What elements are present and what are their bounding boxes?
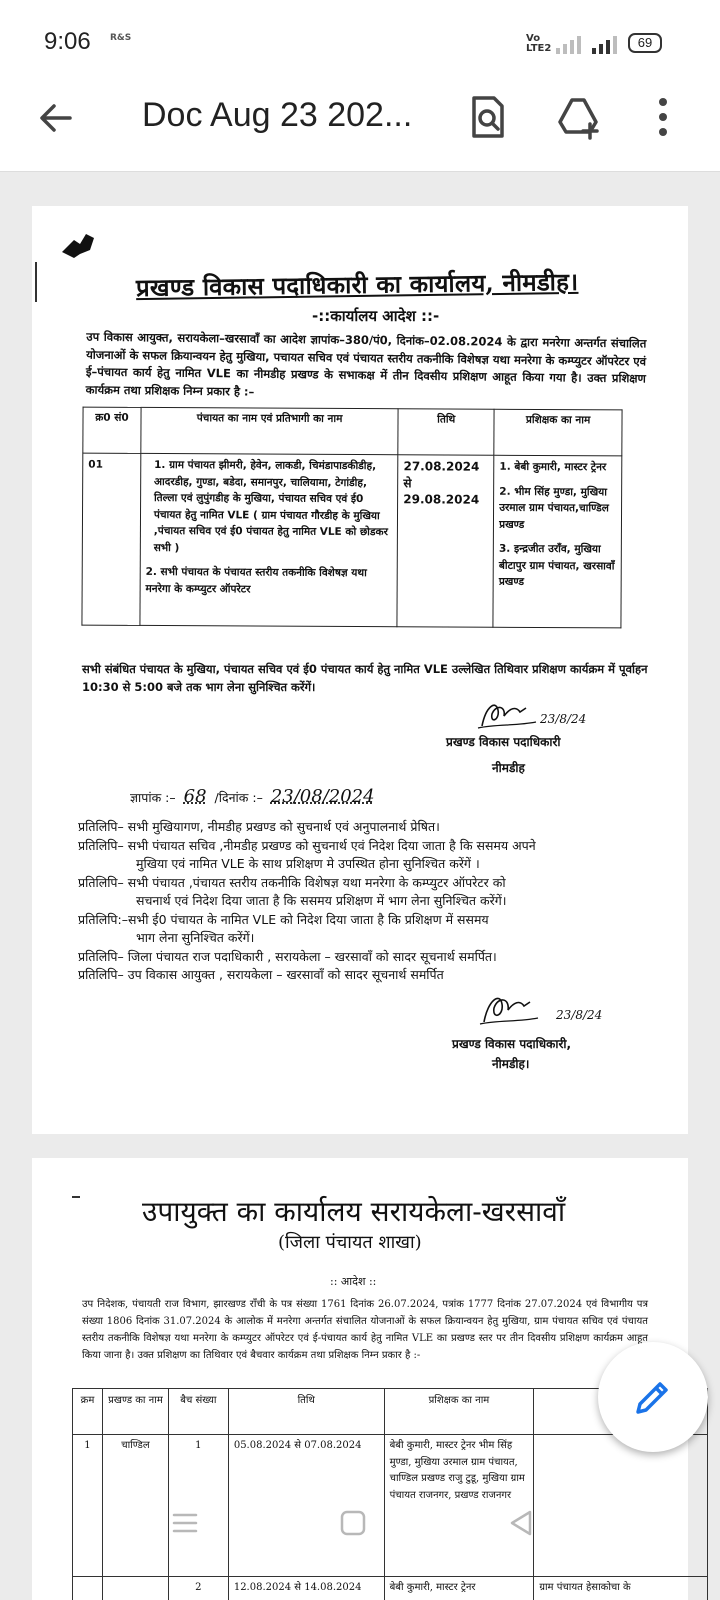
- table-cell: ग्राम पंचायत हेसाकोचा के: [534, 1577, 708, 1600]
- page1-paragraph: उप विकास आयुक्त, सरायकेला–खरसावाँ का आदेश ज्ञापांक–380/पं0, दिनांक–02.08.2024 के द्वारा मनरेगा अन्तर्गत संचालित योजनाओं के सफल क्रियान्वयन हेतु मुखिया, पचायत सचिव एवं पंचायत स्तरीय तकनीकि विशेषज्ञ यथा मनरेगा के कम्प्युटर ऑपरेटर एवं ई–पंचायत कार्य हेतु नामित VLE का नीमडीह प्रखण्ड के सभाकक्ष में तीन दिवसीय प्रशिक्षण आहूत किया गया है। उक्त प्रशिक्षण कार्यक्रम तथा प्रशिक्षक निम्न प्रकार है :–: [85, 329, 647, 399]
- signal-sim1-icon: [556, 36, 581, 54]
- add-to-drive-icon[interactable]: [556, 94, 602, 140]
- signer-2-place: नीमडीह।: [492, 1057, 530, 1071]
- signature-1-date: 23/8/24: [540, 712, 587, 726]
- copy-line: मुखिया एवं नामित VLE के साथ प्रशिक्षण मे उपस्थित होना सुनिश्चित करेंगें ।: [136, 856, 480, 871]
- copy-line: प्रतिलिपि– सभी मुखियागण, नीमडीह प्रखण्ड को सुचनार्थ एवं अनुपालनार्थ प्रेषित।: [78, 819, 440, 834]
- participants-item: 1. ग्राम पंचायत झीमरी, हेवेन, लाकडी, चिमंडापाडकीडीह, आदरडीह, गुण्डा, बडेदा, समानपुर, चालियामा, टेगांडीह, तिल्ला एवं लुपुंगडीह के मुखिया, पंचायत सचिव एवं ई0 पंचायत हेतु नामित VLE ( ग्राम पंचायत गौरडीह के मुखिया ,पंचायत सचिव एवं ई0 पंचायत हेतु नामित VLE को छोडकर सभी ): [153, 458, 388, 554]
- table-cell: 2: [168, 1577, 228, 1600]
- copies-list: [78, 818, 638, 985]
- table-row: [82, 453, 622, 628]
- page1-note: सभी संबंधित पंचायत के मुखिया, पंचायत सचिव एवं ई0 पंचायत कार्य हेतु नामित VLE उल्लेखित तिथिवार प्रशिक्षण कार्यक्रम में पूर्वाहन 10:30 से 5:00 बजे तक भाग लेना सुनिश्चित करेंगें।: [82, 662, 648, 694]
- copy-line: प्रतिलिपि– सभी पंचायत सचिव ,नीमडीह प्रखण्ड को सुचनार्थ एवं निदेश दिया जाता है कि ससमय अपने: [78, 837, 536, 853]
- app-bar: [0, 80, 720, 172]
- scan-mark: [60, 232, 96, 260]
- signal-sim2-icon: [592, 36, 617, 54]
- memo-number: 68: [183, 786, 207, 807]
- page1-subheading: -::कार्यालय आदेश ::-: [312, 307, 440, 325]
- volte-indicator: Vo LTE2: [526, 33, 552, 54]
- table-header: प्रशिक्षक का नाम: [384, 1389, 534, 1435]
- table-header: बैच संख्या: [168, 1389, 228, 1435]
- page2-order-label: :: आदेश ::: [330, 1275, 377, 1288]
- table-cell: [534, 1435, 708, 1577]
- table-cell: 12.08.2024 से 14.08.2024: [228, 1577, 384, 1600]
- table-cell: 1: [168, 1435, 228, 1577]
- back-nav-icon[interactable]: [506, 1508, 536, 1538]
- copy-line: प्रतिलिपि– उप विकास आयुक्त , सरायकेला – खरसावाँ को सादर सूचनार्थ समर्पित: [78, 967, 444, 982]
- table-cell-sno: 01: [82, 453, 141, 625]
- trainer-item: 1. बेबी कुमारी, मास्टर ट्रेनर: [499, 460, 607, 474]
- edit-fab-button[interactable]: [598, 1342, 708, 1452]
- table-header: प्रशिक्षक का नाम: [494, 409, 622, 456]
- table-cell: 1: [73, 1435, 103, 1577]
- memo-date: 23/08/2024: [270, 786, 375, 807]
- table-header: क्रम: [73, 1389, 103, 1435]
- home-nav-icon[interactable]: [338, 1508, 368, 1538]
- page2-paragraph: उप निदेशक, पंचायती राज विभाग, झारखण्ड राँची के पत्र संख्या 1761 दिनांक 26.07.2024, पत्रांक 1777 दिनांक 27.07.2024 एवं विभागीय पत्र संख्या 1806 दिनांक 31.07.2024 के आलोक में मनरेगा अन्तर्गत संचालित योजनाओं के सफल क्रियान्वयन हेतु मुखिया, ग्राम पंचायत सचिव एवं पंचायत स्तरीय तकनीकि विशेषज्ञ यथा मनरेगा के कम्प्युटर ऑपरेटर एवं ई-पंचायत कार्य हेतु नामित VLE का प्रखण्ड स्तर पर तीन दिवसीय प्रशिक्षण कार्यक्रम आहूत किया जाना है। उक्त प्रशिक्षण का तिथिवार एवं बैचवार कार्यक्रम तथा प्रशिक्षक निम्न प्रकार है :-: [82, 1299, 648, 1361]
- signer-2-title: प्रखण्ड विकास पदाधिकारी,: [452, 1037, 572, 1051]
- copy-line: भाग लेना सुनिश्चित करेंगें।: [136, 930, 255, 945]
- signer-1-place: नीमडीह: [492, 761, 525, 775]
- memo-label: ज्ञापांक :–: [130, 790, 176, 805]
- page2-subheading: (जिला पंचायत शाखा): [278, 1232, 422, 1253]
- table-header: तिथि: [228, 1389, 384, 1435]
- table-cell: [73, 1577, 103, 1600]
- table-header: पंचायत का नाम एवं प्रतिभागी का नाम: [141, 407, 399, 454]
- table-header: क्र0 सं0: [83, 407, 141, 453]
- back-arrow-icon[interactable]: [36, 98, 76, 138]
- page1-heading: प्रखण्ड विकास पदाधिकारी का कार्यालय, नीमडीह।: [135, 266, 579, 303]
- battery-icon: 69: [628, 33, 662, 53]
- date-separator: से: [403, 475, 412, 490]
- table-header: प्रखण्ड का नाम: [102, 1389, 168, 1435]
- scan-mark: [72, 1196, 80, 1198]
- date-to: 29.08.2024: [403, 492, 480, 507]
- table-cell-dates: [397, 455, 494, 628]
- document-title: Doc Aug 23 202...: [142, 96, 413, 134]
- table-cell-trainers: [493, 455, 622, 628]
- participants-item: 2. सभी पंचायत के पंचायत स्तरीय तकनीकि विशेषज्ञ यथा मनरेगा के कम्प्युटर ऑपरेटर: [145, 565, 367, 595]
- status-time: 9:06: [44, 28, 91, 55]
- copy-line: प्रतिलिपि– सभी पंचायत ,पंचायत स्तरीय तकनीकि विशेषज्ञ यथा मनरेगा के कम्प्युटर ऑपरेटर को: [78, 874, 506, 890]
- search-document-icon[interactable]: [464, 94, 510, 140]
- notification-icon: R&S: [110, 33, 132, 43]
- memo-date-label: /दिनांक :–: [214, 790, 263, 805]
- signer-1-title: प्रखण्ड विकास पदाधिकारी: [446, 735, 561, 749]
- training-table: [81, 407, 622, 629]
- table-row: [73, 1577, 708, 1600]
- table-cell: [102, 1577, 168, 1600]
- date-from: 27.08.2024: [403, 459, 480, 474]
- page2-heading: उपायुक्त का कार्यालय सरायकेला-खरसावाँ: [142, 1195, 566, 1228]
- table-cell: बेबी कुमारी, मास्टर ट्रेनर भीम सिंह मुण्डा, मुखिया उरमाल ग्राम पंचायत, चाण्डिल प्रखण्ड राजु टुडू, मुखिया ग्राम पंचायत राजनगर, प्रखण्ड राजनगर: [384, 1435, 534, 1577]
- table-row: [73, 1435, 708, 1577]
- recents-nav-icon[interactable]: [170, 1508, 200, 1538]
- more-options-icon[interactable]: [640, 94, 686, 140]
- trainer-item: 3. इन्द्रजीत उराँव, मुखिया बीटापुर ग्राम पंचायत, खरसावाँ प्रखण्ड: [498, 542, 615, 588]
- table-cell: 05.08.2024 से 07.08.2024: [228, 1435, 384, 1577]
- copy-line: प्रतिलिपि:–सभी ई0 पंचायत के नामित VLE को निदेश दिया जाता है कि प्रशिक्षण में ससमय: [78, 911, 489, 927]
- table-cell: चाण्डिल: [102, 1435, 168, 1577]
- table-cell: बेबी कुमारी, मास्टर ट्रेनर: [384, 1577, 534, 1600]
- pencil-icon: [632, 1376, 674, 1418]
- table-header-row: [83, 407, 622, 456]
- trainer-item: 2. भीम सिंह मुण्डा, मुखिया उरमाल ग्राम पंचायत,चाण्डिल प्रखण्ड: [499, 485, 609, 531]
- copy-line: प्रतिलिपि– जिला पंचायत राज पदाधिकारी , सरायकेला – खरसावाँ को सादर सूचनार्थ समर्पित।: [78, 948, 497, 964]
- table-header: तिथि: [398, 409, 494, 456]
- table-cell-participants: [140, 453, 398, 626]
- status-bar: [0, 0, 720, 80]
- signature-2-date: 23/8/24: [556, 1008, 603, 1022]
- copy-line: सचनार्थ एवं निदेश दिया जाता है कि ससमय प्रशिक्षण में भाग लेना सुनिश्चित करेंगें।: [136, 893, 507, 908]
- memo-line: [130, 786, 383, 807]
- signature-2: [478, 988, 558, 1028]
- scan-edge-line: [35, 262, 37, 302]
